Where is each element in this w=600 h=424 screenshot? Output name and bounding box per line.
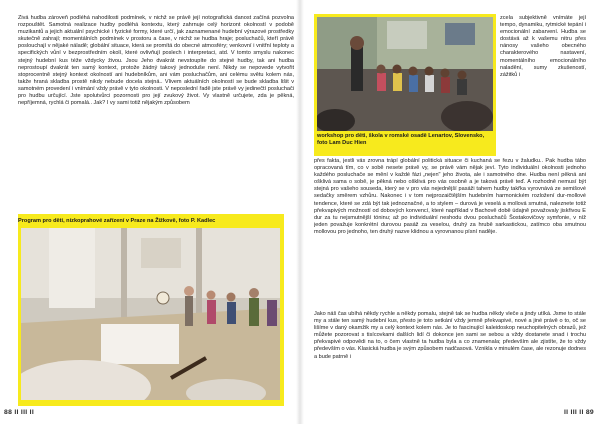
right-body-text-middle: přes fakta, jestli vás zrovna trápí globální politická situace či kuchaná se řezu v žaludku.. Pak hudba tábo opracovaná tím, co v sobě nesete právě vy, se právě vám nějak jeví. Tyto individuální okolnosti jednoho každého posluchače se mění v každé fázi „nejen" jeho života, ale i samotného dne. Hudba není pěkná ani ošklivá sama o sobě, je pěkná nebo ošklivá pro vás osobně a je taková právě teď. A rozhodně nemusí být stejná pro vašeho souseda, který se v pro vás nejednější pasáži tahem hudby takřka vyrovnává ze semišové sedačky směrem vzhůru. Nakonec i v tom nejprozaičtějším hudebním harmonickém rozložení dur-mollové tendence, které se zdá být tak jednoznačné, a to stylem – durová je veselá a mollová smutná, naleznete totiž překvapivých možností od dobových konvencí, které například v Bachově době údajně považovaly jiskřivou E dur za tu nejsmutnější tóninu; až po individuální neshodu dvou posluchačů Šostakovičovy symfonie, v níž jeden považuje konkrétní durovou pasáž za veselou, druhý za hrubě sarkastickou, zatímco oba smutnou mollovou pro jednoho, ten druhý nazve klidnou a vyrovnanou písní naděje.	[314, 158, 586, 235]
left-body-text: Živá hudba zároveň podléhá nahodilosti podmínek, v nichž se právě její notografická danost začíná pozvolna rozpouštět. Samotná realizace hudby podléhá kontextu, který zahrnuje celý horizont okolností v podobě muzikantů a jejich aktuální psychické i fyzické formy, které určí, jak zaznamenané hudební výrazové prostředky skutečně zahrají; momentálních podmínek v prostoru a čase, v nichž se hudba hraje; posluchačů, kteří právě poslouchají v nějaké náladě; globální situace, která se promítá do obecné atmosféry; venkovní i vnitřní teploty a specifických vůní v bezprostředním okolí, které ovlivňují poslech i interpretaci, atd. V tomto smyslu nakonec stejný hudební kus téže vždycky živou. Jsou Jeho dvakrát nevstoupíte do stejné hudby, tak ani hudba neprostoupí dvakrát ten samý kontext, protože žádný takový jednoduše není. Nikdy se nepovede vytvořit stoprocentně stejný kontext okolností ani hudebníkům, ani vám posluchačům, ani celému světu kolem nás, takže hraná skladba prostě nikdy nebude docela stejná.. Vlivem aktuálních okolností se bude skladba lišit v samotném provedení i vnímání vždy právě v tyto okolnosti. V neposlední řadě jste právě vy jedinečtí posluchači pro hudbu určující. Jste spolutvůrci pozornosti pro její zvukový život. Vy vlastně určujete, zda je pěkná, nepříjemná, rychlá či pomalá.. Jak? I vy sami totiž nějakým způsobem	[18, 15, 294, 107]
left-page-number: 88 II III II	[4, 409, 35, 416]
right-photo-panel	[314, 14, 496, 156]
right-column-text: zcela subjektivně vnímáte její tempo, dynamiku, rytmické tepání i emocionální zabarvení. Hudba se dostává až k vašemu nitru přes nánosy vašeho obecného charakterového nastavení, momentálního emocionálního naladění, sumy zkušeností, zážitků i	[500, 15, 586, 78]
left-photo	[21, 228, 280, 400]
right-page	[300, 0, 600, 424]
left-photo-image	[21, 228, 280, 400]
right-page-number: II III II 89	[563, 409, 594, 416]
right-photo	[317, 17, 493, 131]
right-body-text-bottom: Jako náš čas ubíhá někdy rychle a někdy pomalu, stejně tak se hudba někdy vleče a jindy utíká. Jsme to stále my a stále ten samý hudební kus, přesto je toto setkání vždy jemně překvapivé, nové a jiné právě o to, oč se lišíme v daný okamžik my a celý kontext kolem nás. Je to fascinující kaleidoskop neuchopitelných obrazů, jež můžete pozorovat s tisícovkami dalších lidí či dokonce jen sami se sebou a vždy dostanete snad i trochu překvapivé odpovědi na to, o čem vlastně ta hudba byla a co znamenala; především ale zjistíte, že to vždy především o vás. Klasická hudba je svým způsobem nadčasová. Vznikla v minulém čase, ale rezonuje dodnes a bude patrně i	[314, 311, 586, 360]
left-photo-caption: Program pro děti, nízkoprahové zařízení v Praze na Žižkově, foto P. Kadlec	[18, 218, 216, 224]
right-photo-image	[317, 17, 493, 131]
left-photo-panel	[18, 214, 284, 406]
book-gutter	[296, 0, 304, 424]
right-photo-caption: workshop pro děti, škola v romské osadě Lenartov, Slovensko, foto Lam Duc Hien	[317, 133, 485, 146]
